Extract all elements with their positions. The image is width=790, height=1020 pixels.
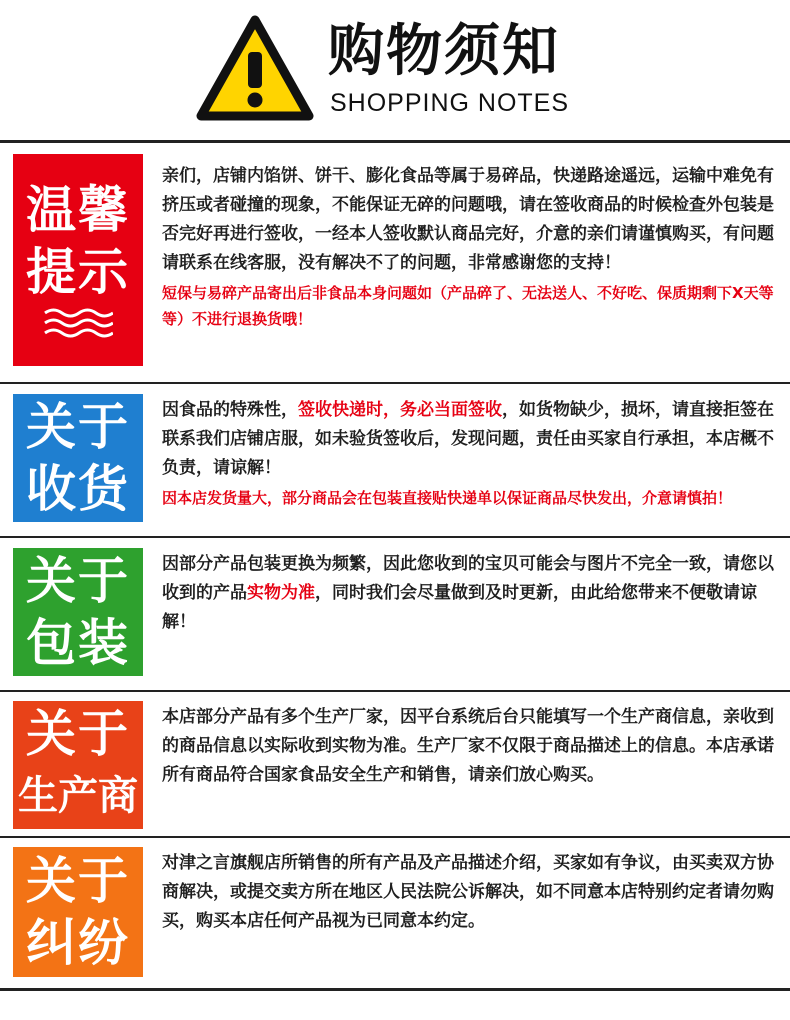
label-line-2: 收货 xyxy=(26,460,130,518)
label-line-2: 生产商 xyxy=(18,773,138,819)
warning-triangle-icon xyxy=(196,14,314,122)
text-highlight: 签收快递时，务必当面签收 xyxy=(298,400,502,420)
section-packaging xyxy=(0,548,790,678)
section-receiving xyxy=(0,394,790,524)
text-part: ，同时我们会尽量做到及时更新，由此给您带来不便敬请谅解！ xyxy=(162,583,757,632)
section-label xyxy=(13,154,143,366)
text-highlight: 实物为准 xyxy=(247,583,315,603)
section-text xyxy=(162,550,776,637)
receiving-text xyxy=(162,396,776,483)
label-line-1: 关于 xyxy=(26,398,130,456)
reminder-note: 短保与易碎产品寄出后非食品本身问题如（产品碎了、无法送人、不好吃、保质期剩下X天等等）不进行退换货哦！ xyxy=(162,284,774,328)
page-subtitle: SHOPPING NOTES xyxy=(330,89,570,117)
divider xyxy=(0,536,790,538)
label-line-2: 提示 xyxy=(26,243,130,301)
label-line-1: 关于 xyxy=(26,552,130,610)
label-line-2: 包装 xyxy=(26,614,130,672)
packaging-text xyxy=(162,550,776,637)
section-label xyxy=(13,548,143,676)
divider xyxy=(0,140,790,143)
section-dispute xyxy=(0,847,790,979)
text-part: ，如货物缺少，损坏，请直接拒签在联系我们店铺店服，如未验货签收后，发现问题，责任由买家自行承担，本店概不负责，请谅解！ xyxy=(162,400,774,478)
divider xyxy=(0,690,790,692)
dispute-text: 对津之言旗舰店所销售的所有产品及产品描述介绍，买家如有争议，由买卖双方协商解决，或提交卖方所在地区人民法院公诉解决，如不同意本店特别约定者请勿购买，购买本店任何产品视为已同意本约定。 xyxy=(162,853,774,931)
page-header xyxy=(0,0,790,140)
section-label xyxy=(13,394,143,522)
label-line-1: 关于 xyxy=(26,852,130,910)
section-text xyxy=(162,703,776,790)
section-text xyxy=(162,162,776,332)
label-line-2: 纠纷 xyxy=(26,914,130,972)
page-title: 购物须知 xyxy=(328,19,560,84)
wave-lines-icon xyxy=(43,307,113,341)
manufacturer-text: 本店部分产品有多个生产厂家，因平台系统后台只能填写一个生产商信息，亲收到的商品信息以实际收到实物为准。生产厂家不仅限于商品描述上的信息。本店承诺所有商品符合国家食品安全生产和销售，请亲们放心购买。 xyxy=(162,707,774,785)
receiving-note: 因本店发货量大，部分商品会在包装直接贴快递单以保证商品尽快发出，介意请慎拍！ xyxy=(162,489,733,507)
label-line-1: 关于 xyxy=(26,705,130,763)
divider xyxy=(0,836,790,838)
reminder-text: 亲们，店铺内馅饼、饼干、膨化食品等属于易碎品，快递路途遥远，运输中难免有挤压或者碰撞的现象，不能保证无碎的问题哦，请在签收商品的时候检查外包装是否完好再进行签收，一经本人签收默认商品完好，介意的亲们请谨慎购买，有问题请联系在线客服，没有解决不了的问题，非常感谢您的支持！ xyxy=(162,166,774,273)
text-part: 因食品的特殊性， xyxy=(162,400,298,420)
divider xyxy=(0,988,790,991)
section-label xyxy=(13,701,143,829)
divider xyxy=(0,382,790,384)
section-reminder xyxy=(0,154,790,370)
text-part: 因部分产品包装更换为频繁，因此您收到的宝贝可能会与图片不完全一致，请您以收到的产品 xyxy=(162,554,774,603)
label-line-1: 温馨 xyxy=(26,181,130,239)
section-text xyxy=(162,396,776,511)
section-label xyxy=(13,847,143,977)
section-text xyxy=(162,849,776,936)
section-manufacturer xyxy=(0,701,790,831)
